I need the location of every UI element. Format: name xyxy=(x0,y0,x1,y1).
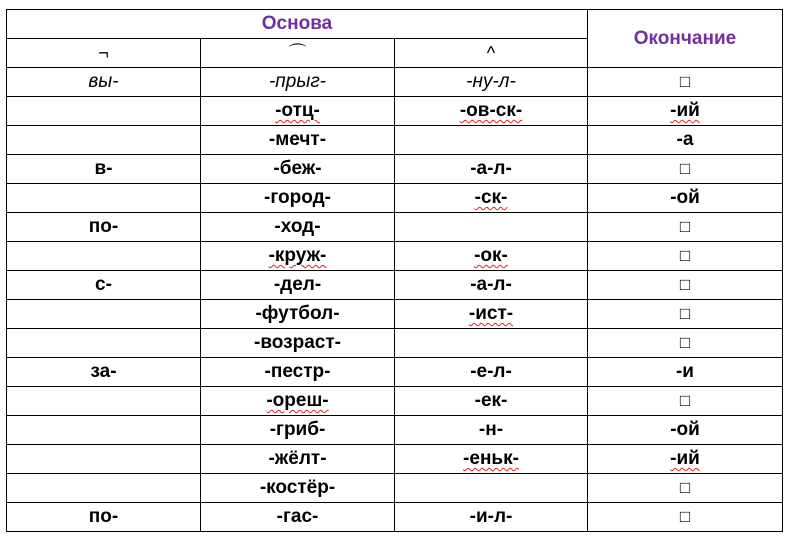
root-text: -мечт- xyxy=(268,129,327,150)
cell-suffix xyxy=(395,329,588,358)
cell-suffix xyxy=(395,387,588,416)
cell-ending xyxy=(588,126,783,155)
prefix-text: вы- xyxy=(88,71,119,92)
cell-root xyxy=(201,271,395,300)
root-text: -гас- xyxy=(276,506,319,527)
cell-ending xyxy=(588,416,783,445)
ending-text: -ий xyxy=(670,448,700,469)
suffix-text: -еньк- xyxy=(463,448,519,469)
cell-root xyxy=(201,126,395,155)
cell-suffix xyxy=(395,184,588,213)
root-text: -отц- xyxy=(275,100,320,121)
cell-ending xyxy=(588,474,783,503)
prefix-text: по- xyxy=(88,506,119,527)
cell-ending xyxy=(588,300,783,329)
suffix-text: -ск- xyxy=(474,187,508,208)
cell-ending xyxy=(588,213,783,242)
cell-suffix xyxy=(395,358,588,387)
cell-suffix xyxy=(395,503,588,532)
cell-ending xyxy=(588,329,783,358)
ending-text: □ xyxy=(679,159,691,178)
prefix-symbol-icon: ¬ xyxy=(7,39,201,68)
suffix-text: -ок- xyxy=(474,245,508,266)
cell-ending xyxy=(588,445,783,474)
cell-root xyxy=(201,445,395,474)
table-row xyxy=(7,416,783,445)
table-row xyxy=(7,503,783,532)
root-text: -дел- xyxy=(273,274,322,295)
suffix-caret-icon: ^ xyxy=(395,39,588,68)
root-text: -ход- xyxy=(274,216,321,237)
root-text: -костёр- xyxy=(259,477,336,498)
suffix-text: -ов-ск- xyxy=(459,100,523,121)
cell-suffix xyxy=(395,68,588,97)
ending-text: □ xyxy=(679,275,691,294)
ending-text: □ xyxy=(679,391,691,410)
ending-text: □ xyxy=(679,333,691,352)
cell-suffix xyxy=(395,445,588,474)
cell-ending xyxy=(588,97,783,126)
cell-ending xyxy=(588,68,783,97)
cell-prefix xyxy=(7,97,201,126)
cell-ending xyxy=(588,155,783,184)
cell-prefix xyxy=(7,474,201,503)
cell-root xyxy=(201,155,395,184)
ending-text: -и xyxy=(675,361,694,382)
ending-text: □ xyxy=(679,507,691,526)
cell-ending xyxy=(588,358,783,387)
cell-prefix xyxy=(7,358,201,387)
ending-text: □ xyxy=(679,246,691,265)
cell-root xyxy=(201,416,395,445)
header-row xyxy=(7,10,783,39)
cell-root xyxy=(201,329,395,358)
ending-text: □ xyxy=(679,478,691,497)
root-text: -футбол- xyxy=(255,303,340,324)
suffix-text: -а-л- xyxy=(470,274,512,295)
cell-suffix xyxy=(395,155,588,184)
table-row xyxy=(7,213,783,242)
cell-prefix xyxy=(7,387,201,416)
header-root: Основа xyxy=(7,10,588,39)
suffix-text: -е-л- xyxy=(470,361,512,382)
cell-root xyxy=(201,387,395,416)
prefix-text: в- xyxy=(94,158,113,179)
root-text: -пестр- xyxy=(264,361,331,382)
table-row xyxy=(7,387,783,416)
table-body xyxy=(7,68,783,532)
root-text: -прыг- xyxy=(268,71,327,92)
cell-suffix xyxy=(395,474,588,503)
root-text: -гриб- xyxy=(269,419,326,440)
table-row xyxy=(7,126,783,155)
cell-root xyxy=(201,300,395,329)
cell-root xyxy=(201,242,395,271)
cell-suffix xyxy=(395,97,588,126)
cell-ending xyxy=(588,387,783,416)
suffix-text: -н- xyxy=(478,419,504,440)
table-row xyxy=(7,97,783,126)
table-row xyxy=(7,271,783,300)
root-text: -жёлт- xyxy=(268,448,327,469)
header-ending: Окончание xyxy=(588,10,783,68)
cell-prefix xyxy=(7,503,201,532)
root-text: -круж- xyxy=(268,245,327,266)
table-row xyxy=(7,329,783,358)
cell-prefix xyxy=(7,184,201,213)
cell-suffix xyxy=(395,126,588,155)
prefix-text: по- xyxy=(88,216,119,237)
cell-prefix xyxy=(7,271,201,300)
ending-text: -ой xyxy=(670,187,700,208)
cell-root xyxy=(201,68,395,97)
table-row xyxy=(7,358,783,387)
cell-root xyxy=(201,358,395,387)
root-text: -ореш- xyxy=(266,390,329,411)
root-text: -беж- xyxy=(273,158,322,179)
cell-root xyxy=(201,474,395,503)
cell-prefix xyxy=(7,68,201,97)
suffix-text: -ист- xyxy=(468,303,514,324)
root-arc-icon: ⌒ xyxy=(201,39,395,68)
ending-text: □ xyxy=(679,217,691,236)
table-row xyxy=(7,300,783,329)
morpheme-table xyxy=(6,9,783,532)
cell-root xyxy=(201,213,395,242)
cell-root xyxy=(201,97,395,126)
ending-text: -ой xyxy=(670,419,700,440)
cell-suffix xyxy=(395,416,588,445)
cell-prefix xyxy=(7,213,201,242)
cell-suffix xyxy=(395,213,588,242)
suffix-text: -ек- xyxy=(474,390,508,411)
cell-ending xyxy=(588,184,783,213)
cell-prefix xyxy=(7,416,201,445)
table-row xyxy=(7,184,783,213)
suffix-text: -ну-л- xyxy=(466,71,516,92)
ending-text: -а xyxy=(676,129,694,150)
cell-suffix xyxy=(395,300,588,329)
cell-prefix xyxy=(7,155,201,184)
table-row xyxy=(7,68,783,97)
prefix-text: за- xyxy=(90,361,117,382)
ending-text: -ий xyxy=(670,100,700,121)
ending-text: □ xyxy=(679,72,691,91)
root-text: -возраст- xyxy=(254,332,341,353)
table-row xyxy=(7,445,783,474)
cell-prefix xyxy=(7,329,201,358)
cell-ending xyxy=(588,503,783,532)
prefix-text: с- xyxy=(95,274,112,295)
cell-root xyxy=(201,184,395,213)
cell-root xyxy=(201,503,395,532)
cell-prefix xyxy=(7,300,201,329)
table-row xyxy=(7,242,783,271)
table-row xyxy=(7,474,783,503)
cell-prefix xyxy=(7,445,201,474)
cell-prefix xyxy=(7,126,201,155)
ending-text: □ xyxy=(679,304,691,323)
cell-suffix xyxy=(395,242,588,271)
suffix-text: -и-л- xyxy=(469,506,513,527)
cell-suffix xyxy=(395,271,588,300)
root-text: -город- xyxy=(264,187,331,208)
cell-prefix xyxy=(7,242,201,271)
suffix-text: -а-л- xyxy=(470,158,512,179)
cell-ending xyxy=(588,271,783,300)
cell-ending xyxy=(588,242,783,271)
table-row xyxy=(7,155,783,184)
